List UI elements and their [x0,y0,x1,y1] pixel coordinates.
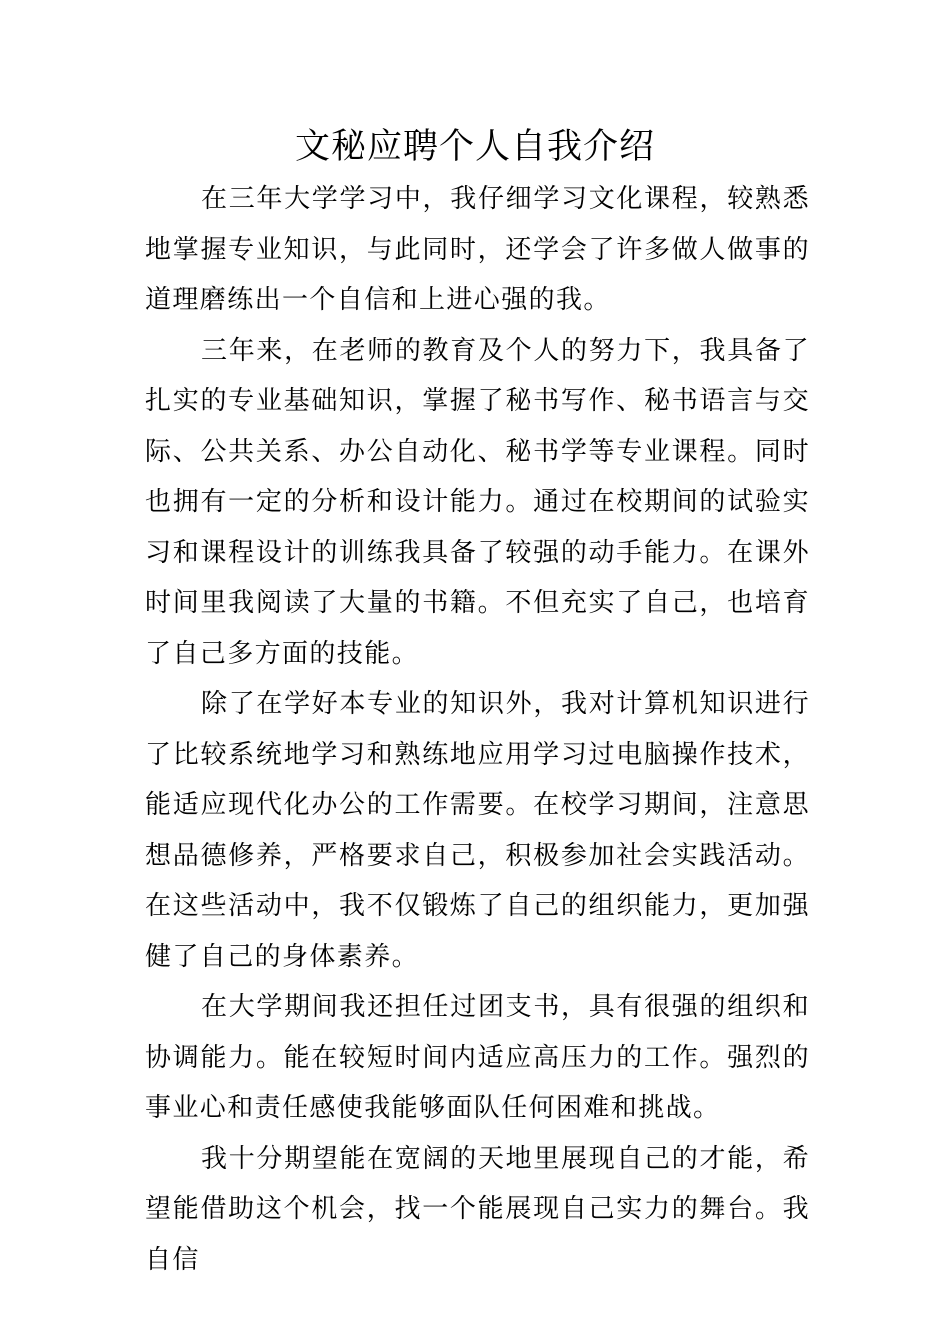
paragraph-4: 在大学期间我还担任过团支书，具有很强的组织和协调能力。能在较短时间内适应高压力的工作。强烈的事业心和责任感使我能够面队任何困难和挑战。 [145,992,810,1123]
paragraph-1: 在三年大学学习中，我仔细学习文化课程，较熟悉地掌握专业知识，与此同时，还学会了许多做人做事的道理磨练出一个自信和上进心强的我。 [145,184,810,315]
document-title: 文秘应聘个人自我介绍 [294,127,655,167]
paragraph-5: 我十分期望能在宽阔的天地里展现自己的才能，希望能借助这个机会，找一个能展现自己实力的舞台。我自信 [145,1143,810,1275]
document-body [145,174,810,1285]
paragraph-3: 除了在学好本专业的知识外，我对计算机知识进行了比较系统地学习和熟练地应用学习过电脑操作技术，能适应现代化办公的工作需要。在校学习期间，注意思想品德修养，严格要求自己，积极参加社会实践活动。在这些活动中，我不仅锻炼了自己的组织能力，更加强健了自己的身体素养。 [145,689,810,972]
paragraph-2: 三年来，在老师的教育及个人的努力下，我具备了扎实的专业基础知识，掌握了秘书写作、秘书语言与交际、公共关系、办公自动化、秘书学等专业课程。同时也拥有一定的分析和设计能力。通过在校期间的试验实习和课程设计的训练我具备了较强的动手能力。在课外时间里我阅读了大量的书籍。不但充实了自己，也培育了自己多方面的技能。 [145,335,810,669]
